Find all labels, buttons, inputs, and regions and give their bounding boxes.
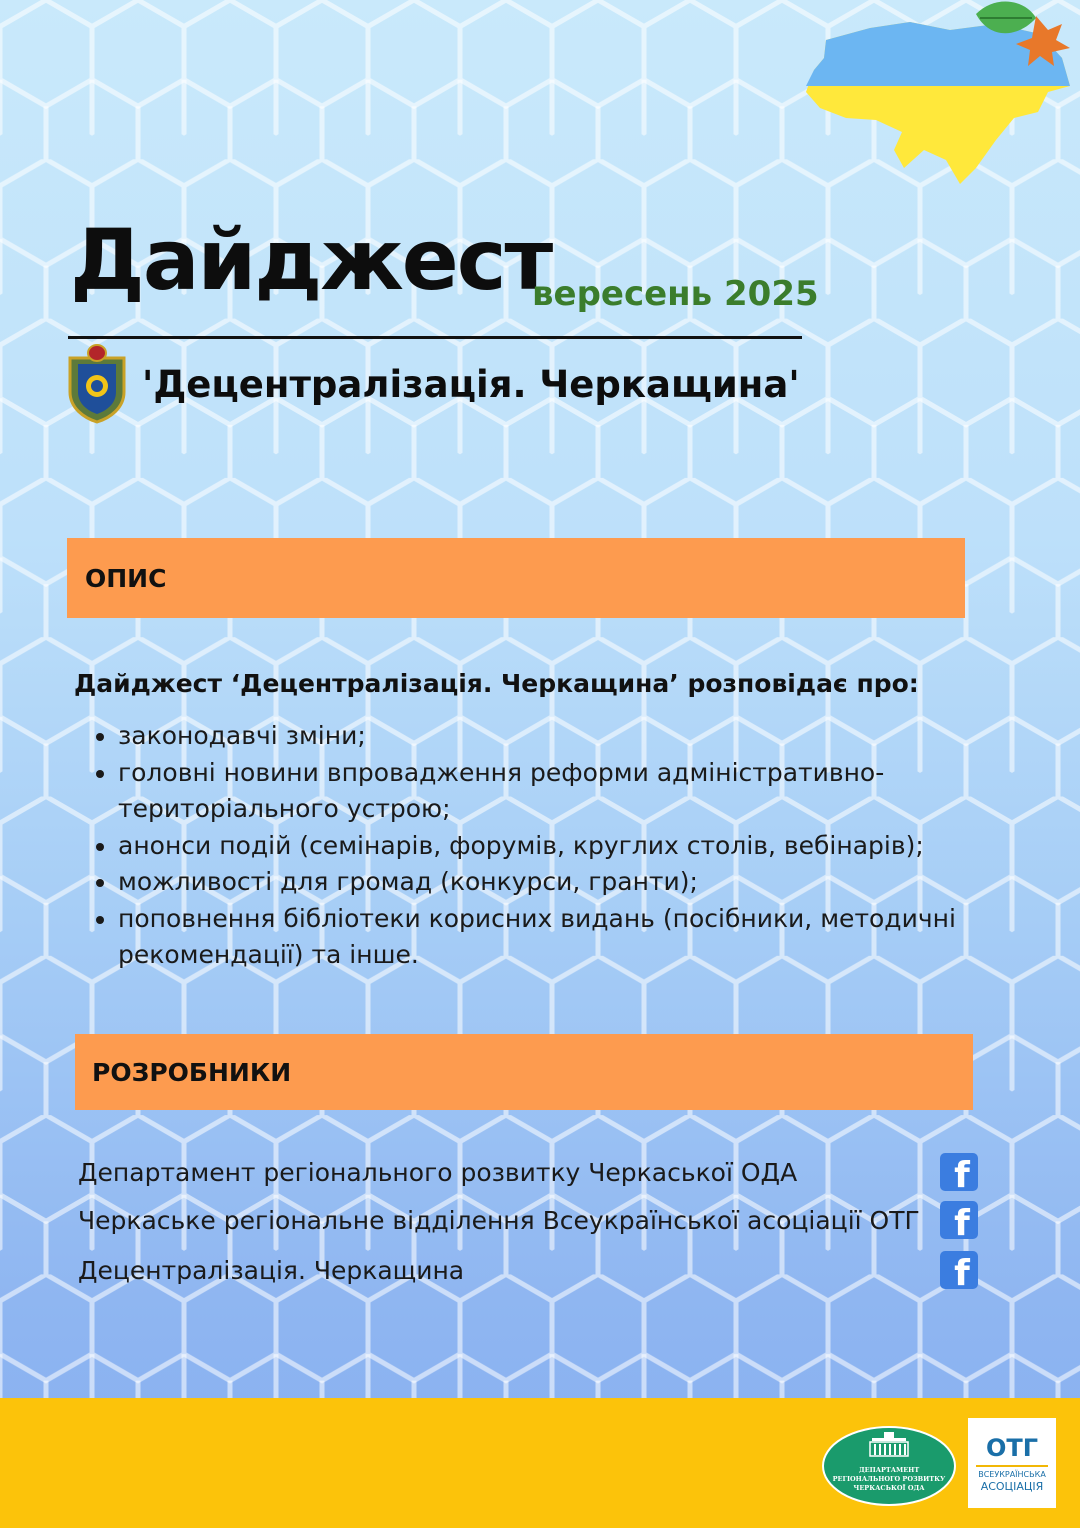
logo-divider xyxy=(976,1465,1048,1467)
developer-row xyxy=(78,1198,978,1242)
otg-association-logo xyxy=(968,1418,1056,1508)
list-item: • поповнення бібліотеки корисних видань (посібники, методичні рекомендації) та інше. xyxy=(118,901,988,974)
developer-name: Департамент регіонального розвитку Черкаської ОДА xyxy=(78,1157,798,1187)
logo-text: РЕГІОНАЛЬНОГО РОЗВИТКУ xyxy=(832,1475,946,1483)
developer-row xyxy=(78,1248,978,1292)
otg-logo-text: АСОЦІАЦІЯ xyxy=(980,1479,1044,1493)
facebook-icon[interactable]: f xyxy=(940,1153,978,1191)
section-header-developers xyxy=(75,1034,973,1110)
issue-date: вересень 2025 xyxy=(532,274,819,314)
list-item: • анонси подій (семінарів, форумів, круглих столів, вебінарів); xyxy=(118,828,988,865)
ukraine-map-illustration xyxy=(800,0,1080,200)
otg-logo-text: ВСЕУКРАЇНСЬКА xyxy=(978,1469,1046,1479)
facebook-icon[interactable]: f xyxy=(940,1201,978,1239)
department-logo xyxy=(822,1426,956,1506)
cherkasy-coat-of-arms-icon xyxy=(66,344,128,424)
page-title: Дайджест xyxy=(70,211,552,309)
section-heading: РОЗРОБНИКИ xyxy=(92,1057,292,1087)
developer-name: Децентралізація. Черкащина xyxy=(78,1255,465,1285)
otg-logo-mark: ОТГ xyxy=(985,1433,1039,1462)
developer-row xyxy=(78,1150,978,1194)
logo-text: ДЕПАРТАМЕНТ xyxy=(858,1466,920,1474)
section-heading: ОПИС xyxy=(85,563,167,593)
logo-text: ЧЕРКАСЬКОЇ ОДА xyxy=(853,1484,925,1492)
topic-list xyxy=(84,718,988,974)
section-header-description xyxy=(67,538,965,618)
list-item: • головні новини впровадження реформи адміністративно-територіального устрою; xyxy=(118,755,988,828)
title-divider xyxy=(68,336,802,339)
list-item: • законодавчі зміни; xyxy=(118,718,988,755)
digest-subtitle: 'Децентралізація. Черкащина' xyxy=(142,363,800,406)
developer-name: Черкаське регіональне відділення Всеукраїнської асоціації ОТГ xyxy=(78,1205,920,1235)
facebook-icon[interactable]: f xyxy=(940,1251,978,1289)
list-item: • можливості для громад (конкурси, гранти); xyxy=(118,864,988,901)
description-lead: Дайджест ‘Децентралізація. Черкащина’ розповідає про: xyxy=(74,669,919,698)
